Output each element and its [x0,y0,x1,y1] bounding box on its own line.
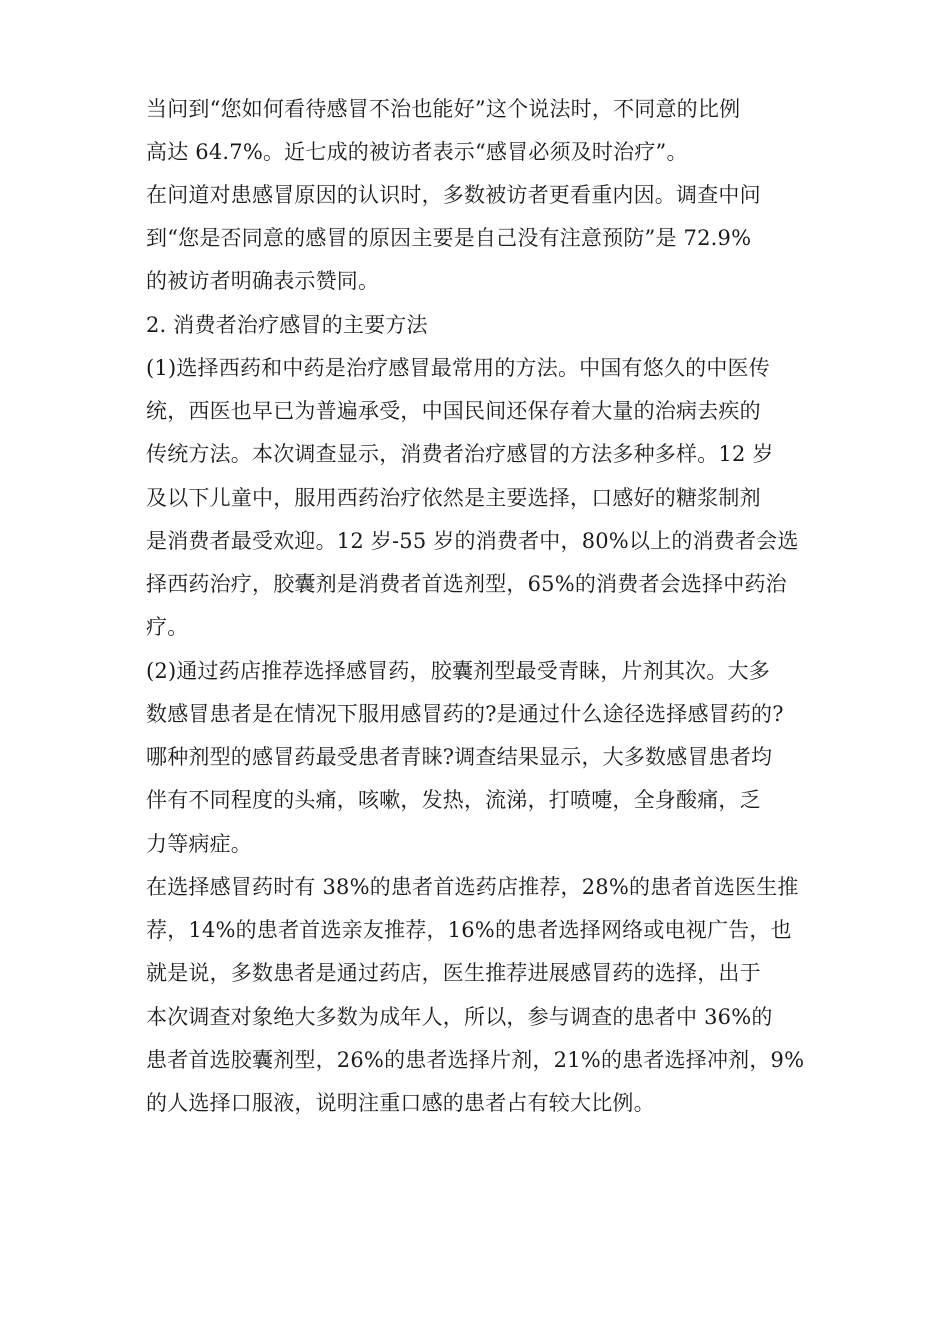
text-line: 统，西医也早已为普遍承受，中国民间还保存着大量的治病去疾的 [146,399,761,423]
text-line: 择西药治疗，胶囊剂是消费者首选剂型，65%的消费者会选择中药治 [146,572,787,596]
text-line: 本次调查对象绝大多数为成年人，所以，参与调查的患者中 36%的 [146,1005,773,1029]
text-line: 传统方法。本次调查显示，消费者治疗感冒的方法多种多样。12 岁 [146,442,774,466]
text-line: (2)通过药店推荐选择感冒药，胶囊剂型最受青睐，片剂其次。大多 [146,659,770,683]
text-line: 的人选择口服液，说明注重口感的患者占有较大比例。 [146,1091,655,1115]
text-line: 就是说，多数患者是通过药店，医生推荐进展感冒药的选择，出于 [146,961,761,985]
text-line: 是消费者最受欢迎。12 岁-55 岁的消费者中，80%以上的消费者会选 [146,529,799,553]
text-line: 患者首选胶囊剂型，26%的患者选择片剂，21%的患者选择冲剂，9% [146,1048,805,1072]
text-line: 的被访者明确表示赞同。 [146,269,380,293]
text-line: 高达 64.7%。近七成的被访者表示“感冒必须及时治疗”。 [146,140,688,164]
text-line: 及以下儿童中，服用西药治疗依然是主要选择，口感好的糖浆制剂 [146,486,761,510]
text-line: 力等病症。 [146,832,252,856]
text-line: 数感冒患者是在情况下服用感冒药的?是通过什么途径选择感冒药的? [146,702,784,726]
text-line: 伴有不同程度的头痛，咳嗽，发热，流涕，打喷嚏，全身酸痛，乏 [146,788,761,812]
text-line: 哪种剂型的感冒药最受患者青睐?调查结果显示，大多数感冒患者均 [146,745,773,769]
section-heading: 2. 消费者治疗感冒的主要方法 [146,313,428,337]
text-line: 疗。 [146,615,189,639]
text-line: (1)选择西药和中药是治疗感冒最常用的方法。中国有悠久的中医传 [146,356,770,380]
text-line: 当问到“您如何看待感冒不治也能好”这个说法时，不同意的比例 [146,97,741,121]
text-line: 在选择感冒药时有 38%的患者首选药店推荐，28%的患者首选医生推 [146,875,799,899]
text-line: 荐，14%的患者首选亲友推荐，16%的患者选择网络或电视广告，也 [146,918,792,942]
text-line: 到“您是否同意的感冒的原因主要是自己没有注意预防”是 72.9% [146,226,752,250]
text-line: 在问道对患感冒原因的认识时，多数被访者更看重内因。调查中问 [146,183,761,207]
